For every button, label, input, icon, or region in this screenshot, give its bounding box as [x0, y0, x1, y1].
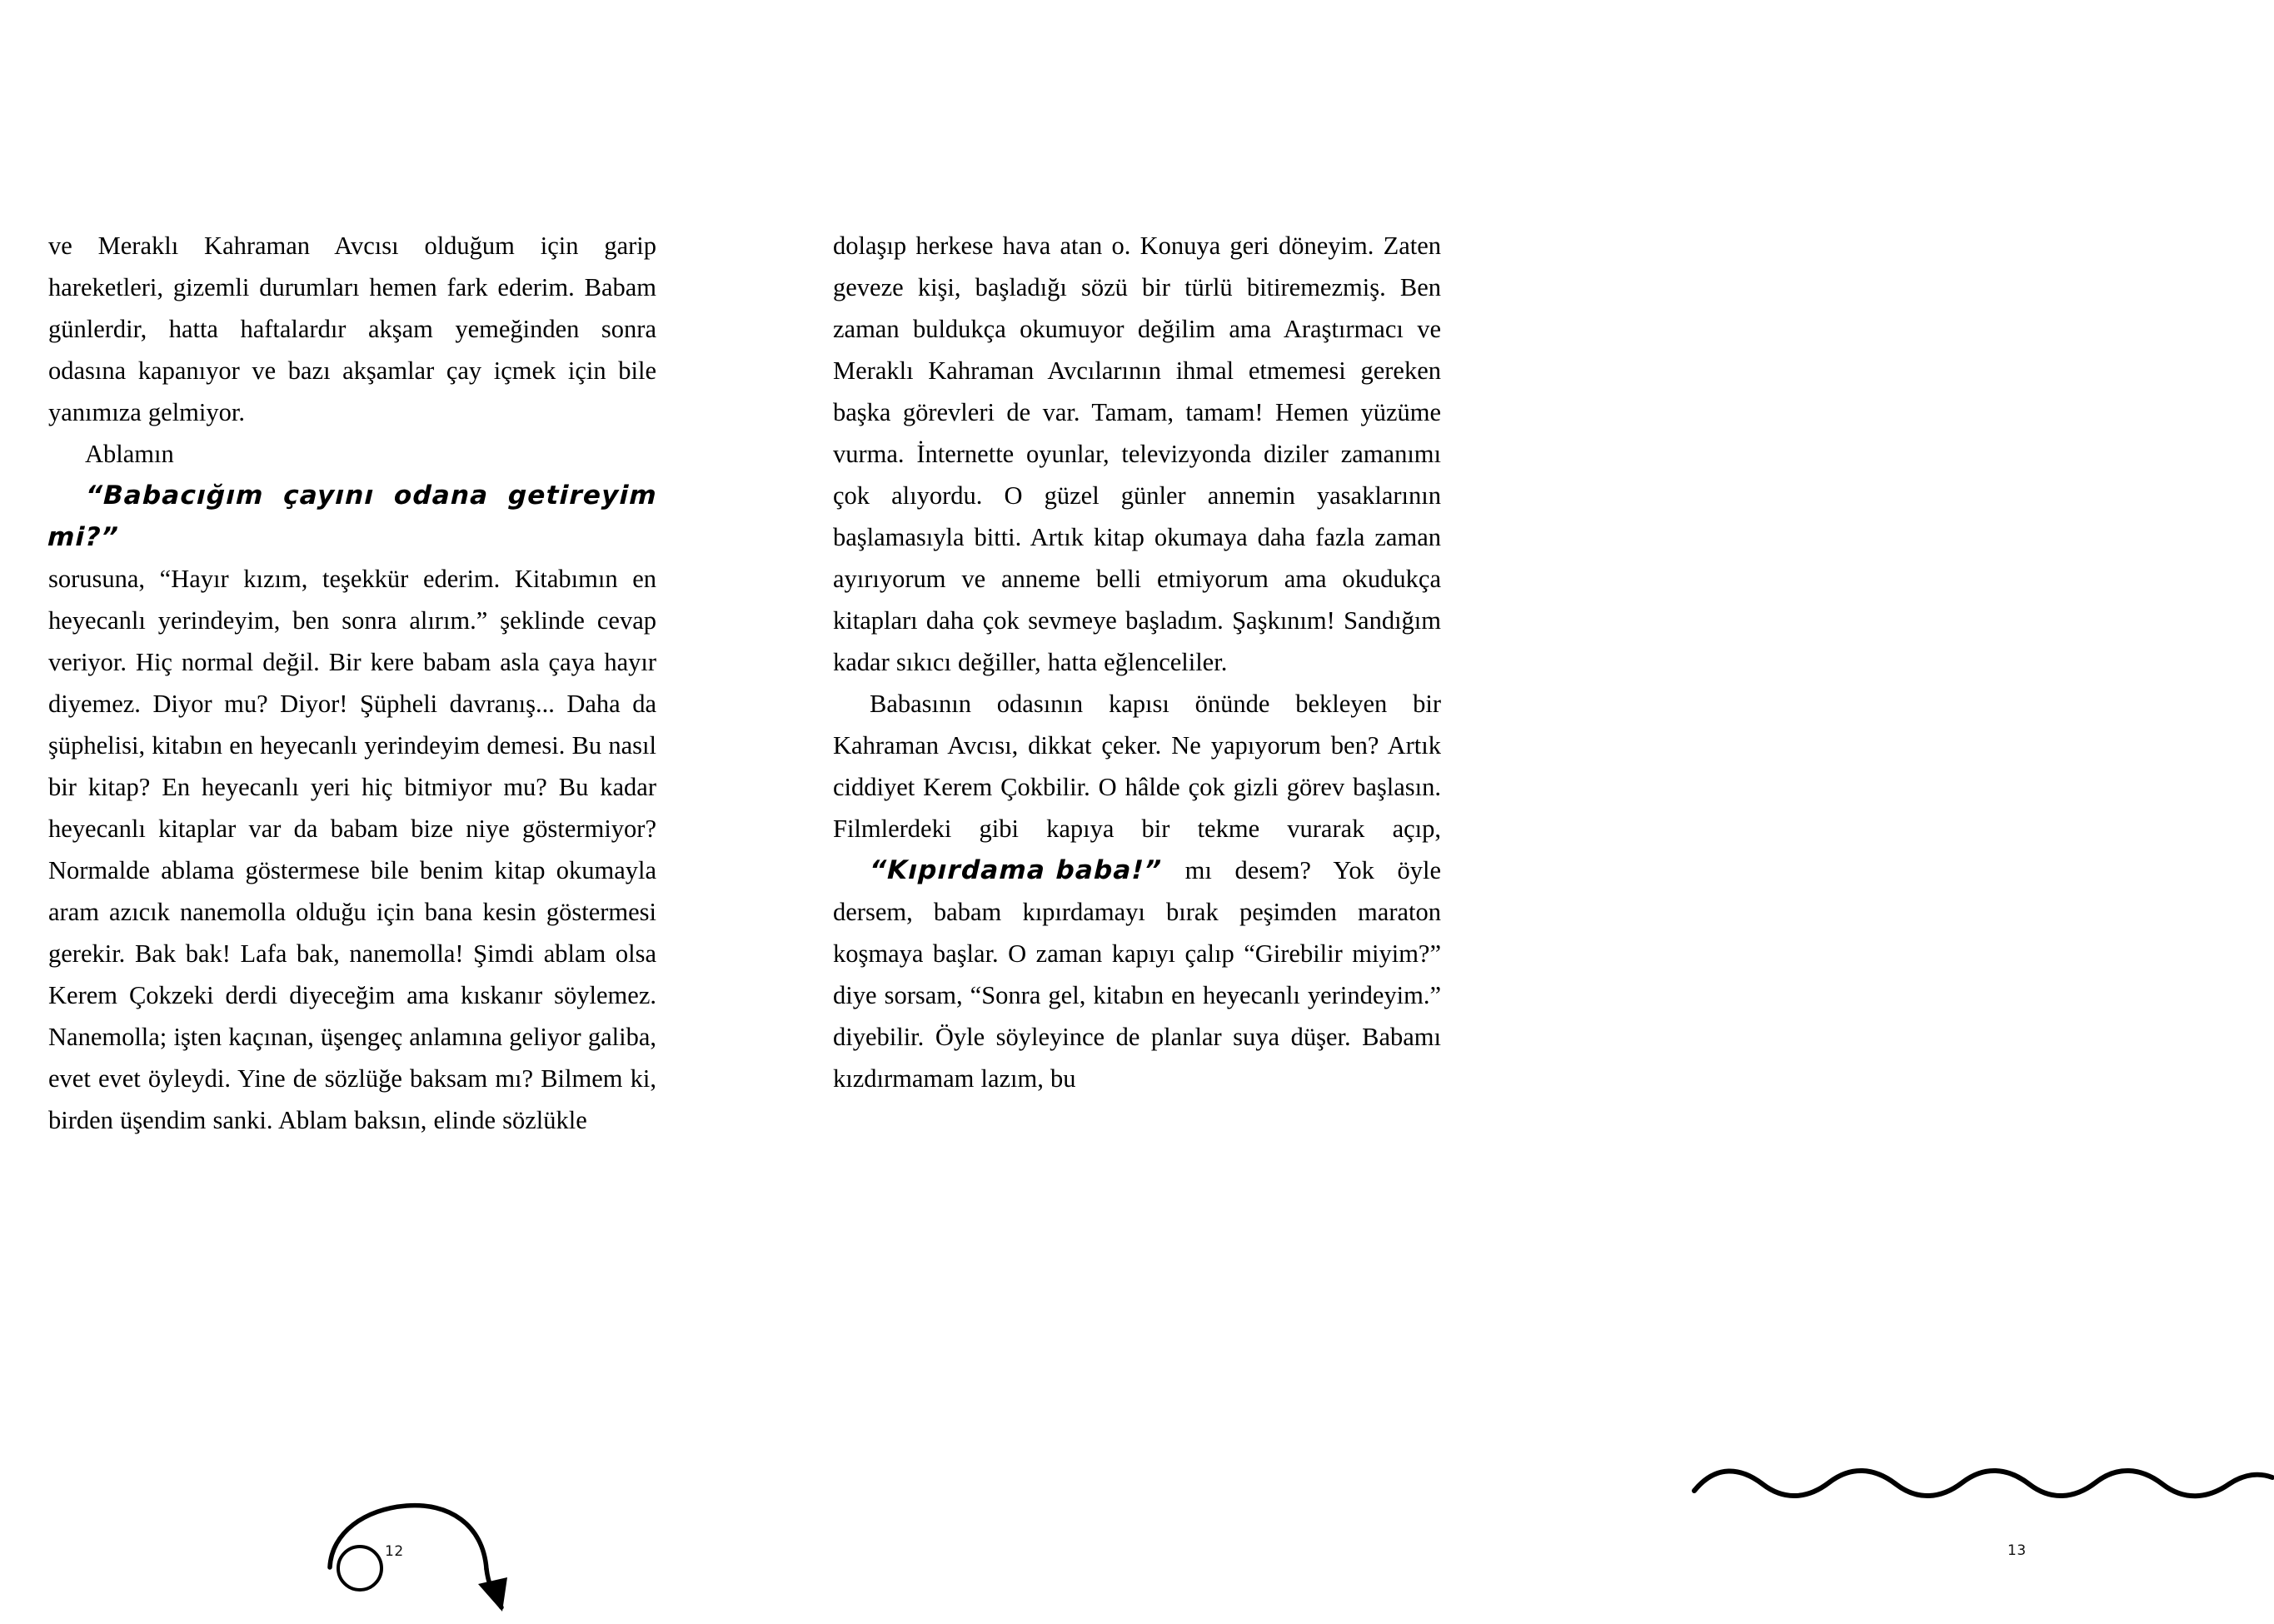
curved-arrow-doodle-icon [323, 1491, 556, 1624]
paragraph-lead: Babasının odasının kapısı önünde bekleyen bir Kahraman Avcısı, dikkat çeker. Ne yapıyorum ben? Artık ciddiyet Kerem Çokbilir. O hâlde çok gizli görev başlasın. Filmlerdeki gibi kapıya bir tekme vurarak açıp, [833, 690, 1441, 843]
handwritten-quote: “Kıpırdama baba!” [869, 855, 1163, 885]
paragraph-with-handwriting [48, 433, 656, 1141]
paragraph-rest: mı desem? Yok öyle dersem, babam kıpırdamayı bırak peşimden maraton koşmaya başlar. O zaman kapıyı çalıp “Girebilir miyim?” diye sorsam, “Sonra gel, kitabın en heyecanlı yerindeyim.” diyebilir. Öyle söyleyince de planlar suya düşer. Babamı kızdırmamam lazım, bu [833, 856, 1441, 1093]
paragraph-lead: Ablamın [85, 440, 174, 468]
right-page [833, 225, 2027, 1559]
wavy-line-doodle-icon [1691, 1457, 2274, 1516]
page-number-right: 13 [2007, 1542, 2027, 1559]
right-page-text [833, 225, 1441, 1099]
paragraph-rest: sorusuna, “Hayır kızım, teşekkür ederim. Kitabımın en heyecanlı yerindeyim, ben sonra alırım.” şeklinde cevap veriyor. Hiç normal değil. Bir kere babam asla çaya hayır diyemez. Diyor mu? Diyor! Şüpheli davranış... Daha da şüphelisi, kitabın en heyecanlı yerindeyim demesi. Bu nasıl bir kitap? En heyecanlı yeri hiç bitmiyor mu? Bu kadar heyecanlı kitaplar var da babam bize niye göstermiyor? Normalde ablama göstermese bile benim kitap okumayla aram azıcık nanemolla olduğu için bana kesin göstermesi gerekir. Bak bak! Lafa bak, nanemolla! Şimdi ablam olsa Kerem Çokzeki derdi diyeceğim ama kıskanır söylemez. Nanemolla; işten kaçınan, üşengeç anlamına geliyor galiba, evet evet öyleydi. Yine de sözlüğe baksam mı? Bilmem ki, birden üşendim sanki. Ablam baksın, elinde sözlükle [48, 565, 656, 1134]
paragraph-with-handwriting [833, 683, 1441, 1099]
left-page [47, 225, 658, 1560]
left-page-text [48, 225, 656, 1141]
page-number-left: 12 [385, 1543, 404, 1560]
handwritten-quote: “Babacığım çayını odana getireyim mi?” [47, 481, 658, 552]
paragraph: ve Meraklı Kahraman Avcısı olduğum için garip hareketleri, gizemli durumları hemen fark ederim. Babam günlerdir, hatta haftalardır akşam yemeğinden sonra odasına kapanıyor ve bazı akşamlar çay içmek için bile yanımıza gelmiyor. [48, 232, 656, 426]
paragraph: dolaşıp herkese hava atan o. Konuya geri döneyim. Zaten geveze kişi, başladığı sözü bir türlü bitiremezmiş. Ben zaman buldukça okumuyor değilim ama Araştırmacı ve Meraklı Kahraman Avcılarının ihmal etmemesi gereken başka görevleri de var. Tamam, tamam! Hemen yüzüme vurma. İnternette oyunlar, televizyonda diziler zamanımı çok alıyordu. O güzel günler annemin yasaklarının başlamasıyla bitti. Artık kitap okumaya daha fazla zaman ayırıyorum ve anneme belli etmiyorum ama okudukça kitapları daha çok sevmeye başladım. Şaşkınım! Sandığım kadar sıkıcı değiller, hatta eğlenceliler. [833, 232, 1441, 676]
